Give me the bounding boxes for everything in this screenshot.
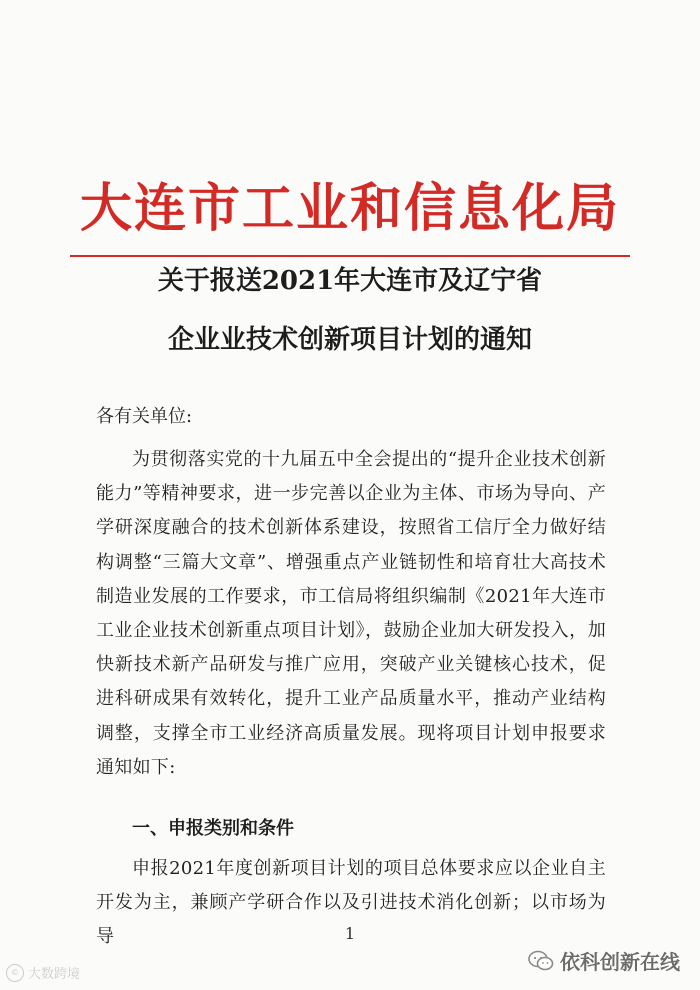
watermark-right-text: 依科创新在线 [560, 950, 680, 974]
body-paragraph-2: 申报2021年度创新项目计划的项目总体要求应以企业自主开发为主，兼顾产学研合作以及引进技术消化创新；以市场为导 [96, 858, 606, 947]
page-number: 1 [344, 924, 356, 943]
document-title-line-2: 企业业技术创新项目计划的通知 [167, 325, 532, 355]
watermark-right [528, 946, 680, 975]
watermark-left [6, 963, 80, 982]
body-paragraph-1: 为贯彻落实党的十九届五中全会提出的“提升企业技术创新能力”等精神要求，进一步完善以企业为主体、市场为导向、产学研深度融合的技术创新体系建设，按照省工信厅全力做好结构调整“三篇大文章”、增强重点产业链韧性和培育壮大高技术制造业发展的工作要求，市工信局将组织编制《2021年大连市工业企业技术创新重点项目计划》，鼓励企业加大研发投入，加快新技术新产品研发与推广应用，突破产业关键核心技术，促进科研成果有效转化，提升工业产品质量水平，推动产业结构调整，支撑全市工业经济高质量发展。现将项目计划申报要求通知如下: [96, 449, 606, 778]
salutation: 各有关单位: [96, 406, 193, 427]
document-title-line-1: 关于报送2021年大连市及辽宁省 [157, 266, 543, 296]
copyright-circle-icon: © [6, 964, 24, 982]
org-title: 大连市工业和信息化局 [79, 178, 620, 239]
section-heading-1: 一、申报类别和条件 [132, 818, 294, 839]
watermark-left-text: 大数跨境 [28, 967, 81, 982]
red-header-rule [70, 255, 630, 257]
wechat-icon [528, 950, 554, 972]
